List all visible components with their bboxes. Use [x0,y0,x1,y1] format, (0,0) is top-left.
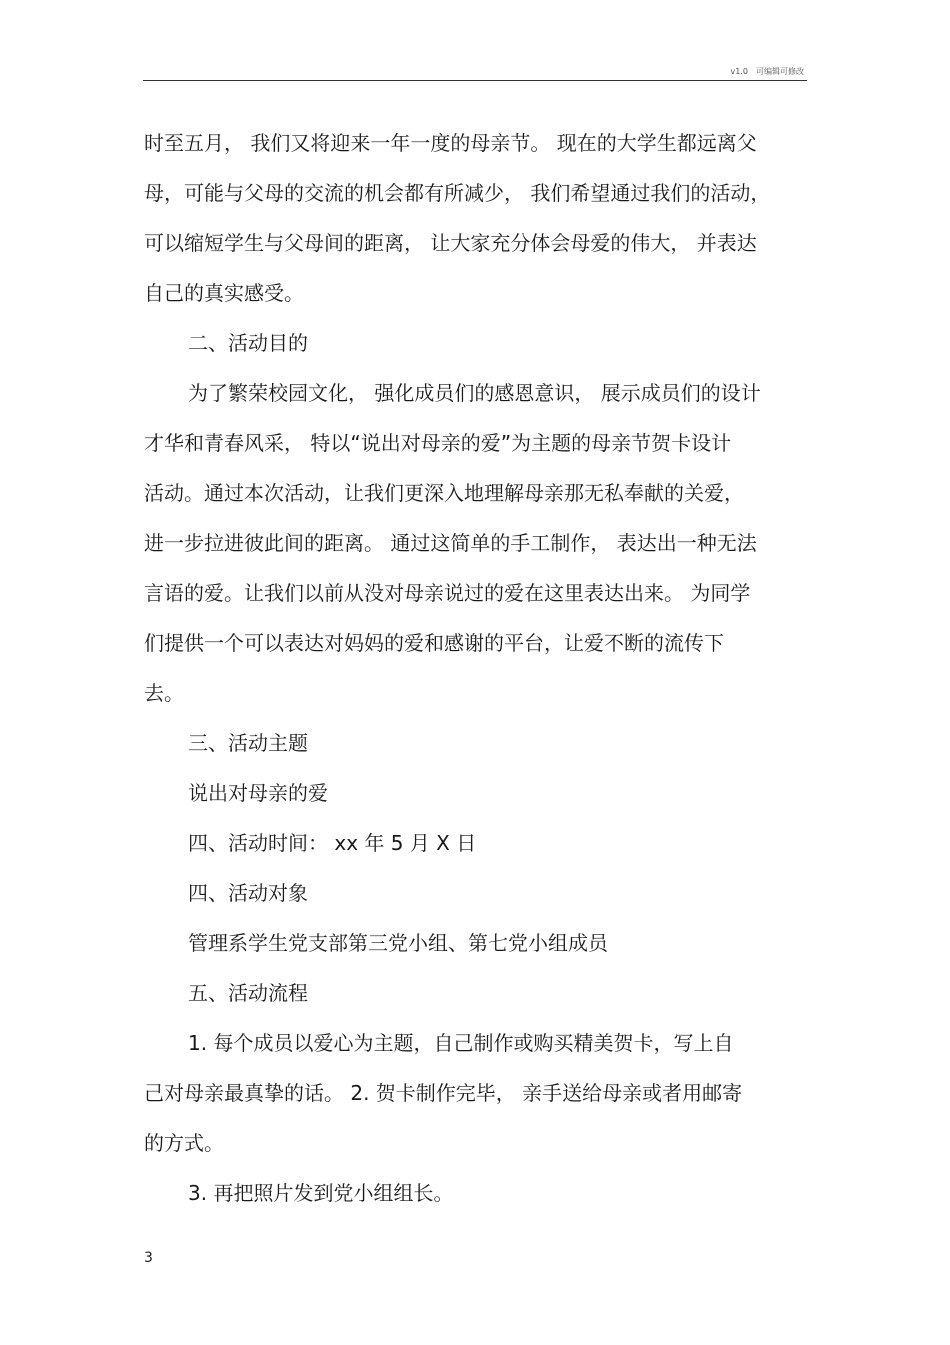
section-heading-purpose: 二、活动目的 [188,331,308,355]
section-heading-theme: 三、活动主题 [188,731,308,755]
paragraph-line: 母，可能与父母的交流的机会都有所减少， 我们希望通过我们的活动， [144,181,771,205]
list-item: 己对母亲最真挚的话。 2. 贺卡制作完毕， 亲手送给母亲或者用邮寄 [144,1081,743,1105]
paragraph-line: 为了繁荣校园文化， 强化成员们的感恩意识， 展示成员们的设计 [188,381,761,405]
list-item: 3. 再把照片发到党小组组长。 [188,1181,454,1205]
paragraph-line: 可以缩短学生与父母间的距离， 让大家充分体会母爱的伟大， 并表达 [144,231,757,255]
list-item: 的方式。 [144,1131,224,1155]
list-item: 1. 每个成员以爱心为主题，自己制作或购买精美贺卡，写上自 [188,1031,734,1055]
section-heading-audience: 四、活动对象 [188,881,308,905]
paragraph-line: 时至五月， 我们又将迎来一年一度的母亲节。 现在的大学生都远离父 [144,131,757,155]
page-number: 3 [144,1250,153,1266]
paragraph-line: 活动。通过本次活动，让我们更深入地理解母亲那无私奉献的关爱， [144,481,744,505]
paragraph-line: 才华和青春风采， 特以“说出对母亲的爱”为主题的母亲节贺卡设计 [144,431,732,455]
paragraph-line: 管理系学生党支部第三党小组、第七党小组成员 [188,931,608,955]
paragraph-line: 自己的真实感受。 [144,281,304,305]
header-rule [143,80,807,81]
section-heading-time: 四、活动时间： xx 年 5 月 X 日 [188,831,477,855]
paragraph-line: 们提供一个可以表达对妈妈的爱和感谢的平台，让爱不断的流传下 [144,631,724,655]
paragraph-line: 进一步拉进彼此间的距离。 通过这简单的手工制作， 表达出一种无法 [144,531,757,555]
body-text [144,118,806,1218]
paragraph-line: 去。 [144,681,184,705]
header-version-label: v1.0 可编辑可修改 [730,67,804,76]
section-heading-process: 五、活动流程 [188,981,308,1005]
paragraph-line: 说出对母亲的爱 [188,781,328,805]
paragraph-line: 言语的爱。让我们以前从没对母亲说过的爱在这里表达出来。 为同学 [144,581,751,605]
